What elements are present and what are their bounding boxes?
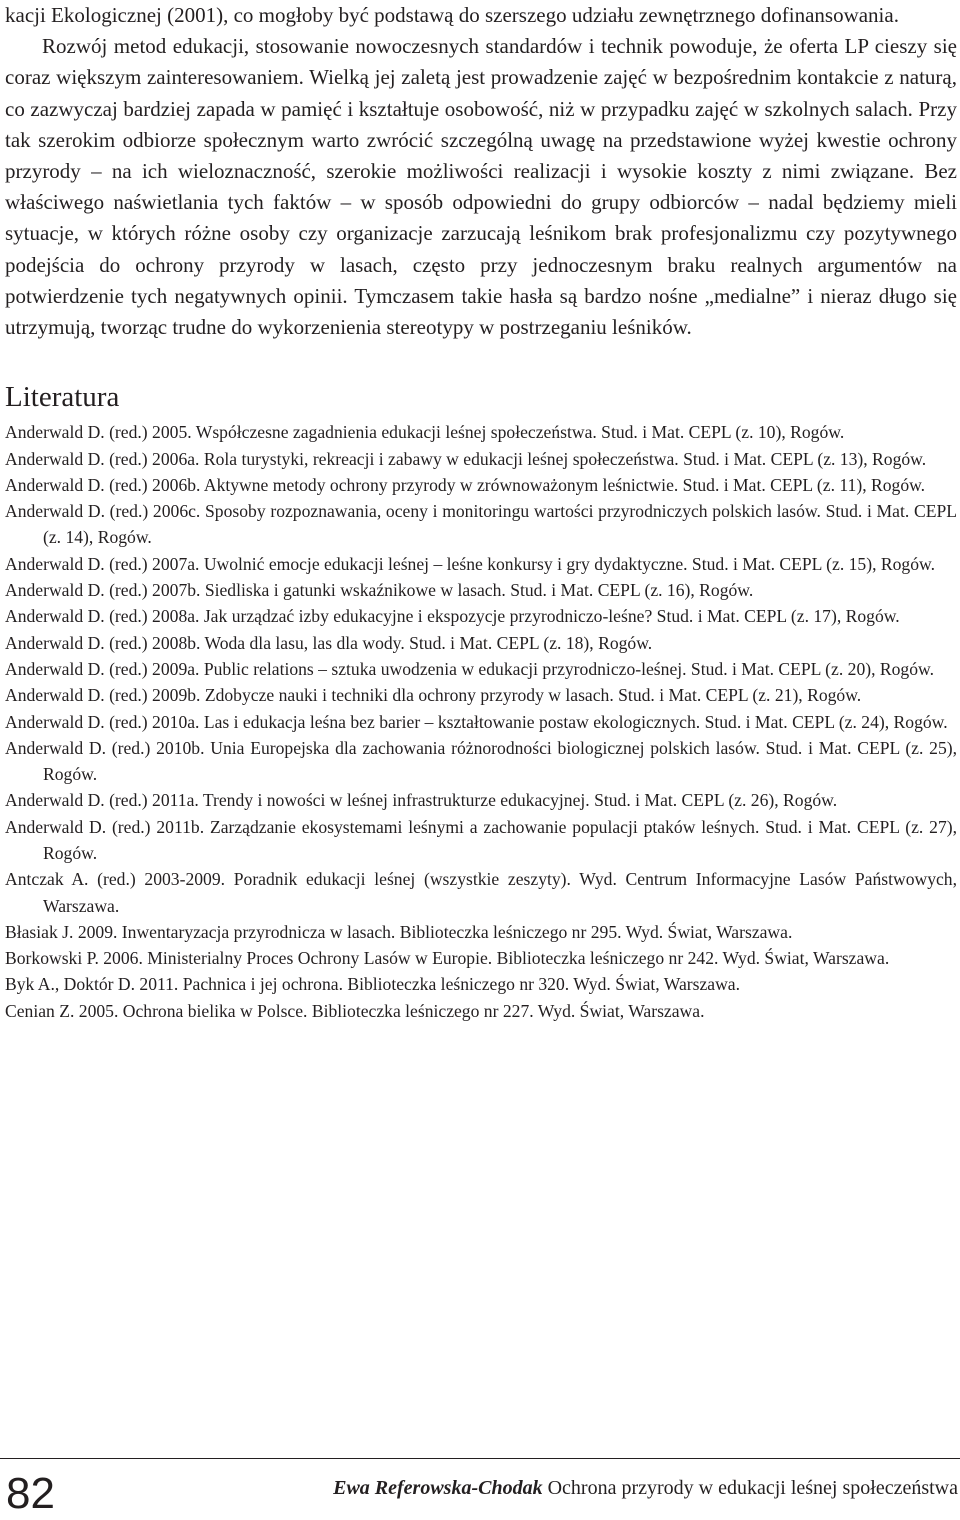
reference-item: Anderwald D. (red.) 2008b. Woda dla lasu, las dla wody. Stud. i Mat. CEPL (z. 18), Rogów. bbox=[5, 632, 653, 653]
reference-item: Anderwald D. (red.) 2010b. Unia Europejska dla zachowania różnorodności biologicznej polskich lasów. Stud. i Mat. CEPL (z. 25), Rogów. bbox=[5, 737, 957, 785]
reference-item: Byk A., Doktór D. 2011. Pachnica i jej ochrona. Biblioteczka leśniczego nr 320. Wyd. Świat, Warszawa. bbox=[5, 974, 740, 995]
reference-item: Anderwald D. (red.) 2011b. Zarządzanie ekosystemami leśnymi a zachowanie populacji ptaków leśnych. Stud. i Mat. CEPL (z. 27), Rogów. bbox=[5, 816, 957, 863]
footer-divider bbox=[0, 1458, 960, 1459]
reference-item: Borkowski P. 2006. Ministerialny Proces Ochrony Lasów w Europie. Biblioteczka leśniczego nr 242. Wyd. Świat, Warszawa. bbox=[5, 948, 890, 969]
reference-item: Cenian Z. 2005. Ochrona bielika w Polsce. Biblioteczka leśniczego nr 227. Wyd. Świat, Warszawa. bbox=[5, 1000, 705, 1021]
reference-item: Anderwald D. (red.) 2009a. Public relations – sztuka uwodzenia w edukacji przyrodniczo-leśnej. Stud. i Mat. CEPL (z. 20), Rogów. bbox=[5, 658, 934, 679]
footer-author: Ewa Referowska-Chodak bbox=[333, 1477, 543, 1499]
reference-item: Anderwald D. (red.) 2009b. Zdobycze nauki i techniki dla ochrony przyrody w lasach. Stud. i Mat. CEPL (z. 21), Rogów. bbox=[5, 685, 862, 706]
reference-item: Anderwald D. (red.) 2005. Współczesne zagadnienia edukacji leśnej społeczeństwa. Stud. i Mat. CEPL (z. 10), Rogów. bbox=[5, 422, 845, 443]
page-number: 82 bbox=[6, 1469, 55, 1518]
running-footer bbox=[333, 1474, 958, 1502]
page-content bbox=[5, 0, 957, 1024]
section-heading: Literatura bbox=[5, 381, 120, 414]
reference-item: Anderwald D. (red.) 2007a. Uwolnić emocje edukacji leśnej – leśne konkursy i gry dydaktyczne. Stud. i Mat. CEPL (z. 15), Rogów. bbox=[5, 553, 935, 574]
reference-item: Anderwald D. (red.) 2006a. Rola turystyki, rekreacji i zabawy w edukacji leśnej społeczeństwa. Stud. i Mat. CEPL (z. 13), Rogów. bbox=[5, 448, 927, 469]
reference-item: Anderwald D. (red.) 2006c. Sposoby rozpoznawania, oceny i monitoringu wartości przyrodniczych polskich lasów. Stud. i Mat. CEPL (z. 14), Rogów. bbox=[5, 501, 957, 548]
reference-item: Anderwald D. (red.) 2007b. Siedliska i gatunki wskaźnikowe w lasach. Stud. i Mat. CEPL (z. 16), Rogów. bbox=[5, 580, 754, 601]
reference-item: Anderwald D. (red.) 2008a. Jak urządzać izby edukacyjne i ekspozycje przyrodniczo-leśne? Stud. i Mat. CEPL (z. 17), Rogów. bbox=[5, 606, 900, 627]
body-text bbox=[5, 0, 957, 343]
reference-item: Błasiak J. 2009. Inwentaryzacja przyrodnicza w lasach. Biblioteczka leśniczego nr 295. Wyd. Świat, Warszawa. bbox=[5, 921, 793, 942]
paragraph: kacji Ekologicznej (2001), co mogłoby być podstawą do szerszego udziału zewnętrznego dofinansowania. bbox=[5, 3, 899, 27]
paragraph: Rozwój metod edukacji, stosowanie nowoczesnych standardów i technik powoduje, że oferta LP cieszy się coraz większym zainteresowaniem. Wielką jej zaletą jest prowadzenie zajęć w bezpośrednim kontakcie z naturą, co zazwyczaj bardziej zapada w pamięć i kształtuje osobowość, niż w przypadku zajęć w szkolnych salach. Przy tak szerokim odbiorze społecznym warto zwrócić szczególną uwagę na przedstawione wyżej kwestie ochrony przyrody – na ich wieloznaczność, szerokie możliwości realizacji i wysokie koszty z nimi związane. Bez właściwego naświetlania tych faktów – w sposób odpowiedni do grupy odbiorców – nadal będziemy mieli sytuacje, w których różne osoby czy organizacje zarzucają leśnikom brak profesjonalizmu czy pozytywnego podejścia do ochrony przyrody w lasach, często przy jednoczesnym braku realnych argumentów na potwierdzenie tych negatywnych opinii. Tymczasem takie hasła są bardzo nośne „medialne” i nieraz długo się utrzymują, tworząc trudne do wykorzenienia stereotypy w postrzeganiu leśników. bbox=[5, 34, 957, 340]
reference-list bbox=[5, 419, 957, 1024]
reference-item: Anderwald D. (red.) 2011a. Trendy i nowości w leśnej infrastrukturze edukacyjnej. Stud. i Mat. CEPL (z. 26), Rogów. bbox=[5, 790, 838, 811]
footer-title: Ochrona przyrody w edukacji leśnej społeczeństwa bbox=[547, 1477, 958, 1499]
reference-item: Antczak A. (red.) 2003-2009. Poradnik edukacji leśnej (wszystkie zeszyty). Wyd. Centrum Informacyjne Lasów Państwowych, Warszawa. bbox=[5, 869, 957, 916]
reference-item: Anderwald D. (red.) 2006b. Aktywne metody ochrony przyrody w zrównoważonym leśnictwie. Stud. i Mat. CEPL (z. 11), Rogów. bbox=[5, 474, 926, 495]
reference-item: Anderwald D. (red.) 2010a. Las i edukacja leśna bez barier – kształtowanie postaw ekologicznych. Stud. i Mat. CEPL (z. 24), Rogów. bbox=[5, 711, 948, 732]
